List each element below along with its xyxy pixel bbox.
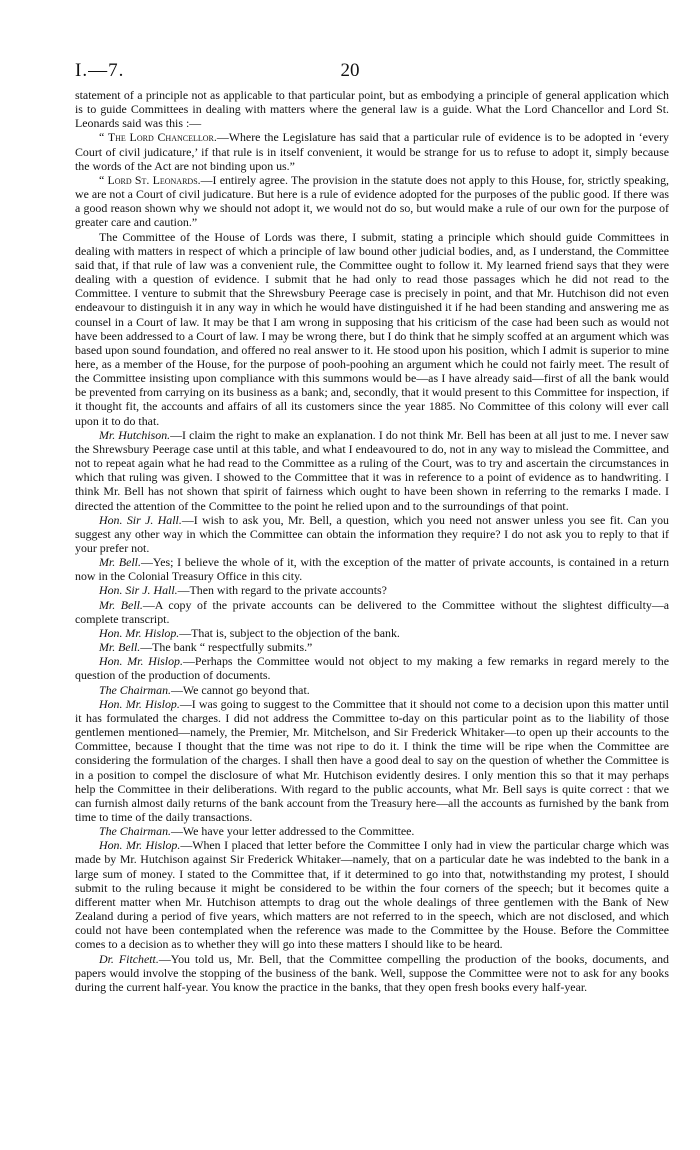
- speaker-name: Mr. Bell.: [99, 555, 141, 570]
- document-body: [75, 88, 669, 994]
- speaker-name: The Chairman.: [99, 824, 172, 839]
- speaker-name: Dr. Fitchett.: [99, 951, 159, 966]
- paragraph: [75, 555, 669, 583]
- speaker-name: Mr. Bell.: [99, 640, 141, 655]
- speaker-name: Hon. Mr. Hislop.: [99, 625, 180, 640]
- paragraph: [75, 513, 669, 555]
- paragraph: [75, 88, 669, 130]
- speaker-name: “ Lord St. Leonards.: [99, 172, 201, 187]
- paragraph-text: statement of a principle not as applicable to that particular point, but as embodying a principle of general application which is to guide Committees in dealing with matters where the general law is a guide. What the Lord Chancellor and Lord St. Leonards said was this :—: [75, 88, 669, 131]
- paragraph: [75, 173, 669, 230]
- paragraph: [75, 583, 669, 597]
- paragraph: [75, 130, 669, 172]
- paragraph-text: —I claim the right to make an explanation. I do not think Mr. Bell has been at all just to me. I never saw the Shrewsbury Peerage case until at this table, and what I endeavoured to do, not in any way to mislead the Committee, and not to repeat again what he had read to the Committee as a ruling of the Court, was to try and ascertain the circumstances in which that ruling was given. I showed to the Committee that it was in reference to a point of evidence as to handwriting. I think Mr. Bell has not shown that spirit of fairness which ought to have been shown in referring to the remarks I made. I directed the attention of the Committee to the point he relied upon and to the surroundings of that point.: [75, 427, 669, 513]
- speaker-name: Hon. Sir J. Hall.: [99, 512, 182, 527]
- paragraph: [75, 428, 669, 513]
- speaker-name: The Chairman.: [99, 682, 172, 697]
- paragraph: [75, 640, 669, 654]
- paragraph-text: —When I placed that letter before the Committee I only had in view the particular charge which was made by Mr. Hutchison against Sir Frederick Whitaker—namely, that on a particular date he was indebted to the bank in a large sum of money. I stated to the Committee that, if it determined to go into that, notwithstanding my protest, I should submit to the ruling because it might be considered to be within the four corners of the speech; but it becomes quite a different matter when Mr. Hutchison attempts to drag out the whole dealings of three gentlemen with the Bank of New Zealand during a period of five years, which matters are not referred to in the speech, which are not disclosed, and which could not have been contemplated when the reference was made to the Committee by the House. Before the Committee comes to a decision as to whether they will go into these matters I should like to be heard.: [75, 838, 669, 952]
- paragraph-text: The Committee of the House of Lords was there, I submit, stating a principle which should guide Committees in dealing with matters in respect of which a principle of law bound other judicial bodies, and, as I understand, the Committee said that, if that rule of law was a convenient rule, the Committee ought to follow it. My learned friend says that they were dealing with a question of evidence. I submit that he had only to read those passages which he did not read to the Committee. I venture to submit that the Shrewsbury Peerage case is precisely in point, and that Mr. Hutchison did not even endeavour to distinguish it in any way in which he would have distinguished it if he had been standing and answering me as counsel in a Court of law. It may be that I am wrong in supposing that his criticism of the case had been such as would not have been addressed to a Court of law. I may be wrong there, but I do think that he simply scoffed at an argument which was based upon sound foundation, and offered no real answer to it. He stood upon his position, which I admit is superior to mine here, as a member of the House, for the purpose of pooh-poohing an argument which he could not fairly meet. The result of the Committee insisting upon compliance with this summons would be—as I have already said—first of all the bank would be prevented from carrying on its business as a bank; and, secondly, that it would present to this Committee for inspection, if it thought fit, the accounts and affairs of all its customers since the year 1885. No Committee of this colony will ever call upon it to do that.: [75, 229, 669, 428]
- speaker-name: Hon. Mr. Hislop.: [99, 838, 181, 853]
- speaker-name: Mr. Hutchison.: [99, 427, 171, 442]
- paragraph-text: —You told us, Mr. Bell, that the Committee compelling the production of the books, documents, and papers would involve the stopping of the business of the bank. Well, suppose the Committee were not to ask for any books during the current half-year. You know the practice in the banks, that they open fresh books every half-year.: [75, 951, 669, 994]
- paragraph-text: —Then with regard to the private accounts?: [177, 583, 387, 598]
- paragraph: [75, 626, 669, 640]
- paragraph-text: —A copy of the private accounts can be delivered to the Committee without the slightest difficulty—a complete transcript.: [75, 597, 670, 626]
- paragraph: [75, 683, 669, 697]
- speaker-name: Hon. Mr. Hislop.: [99, 654, 183, 669]
- paragraph: [75, 230, 669, 428]
- speaker-name: “ The Lord Chancellor.: [99, 130, 217, 145]
- paragraph-text: —I wish to ask you, Mr. Bell, a question, which you need not answer unless you see fit. Can you suggest any other way in which the Committee can obtain the information they require? I do not ask you to reply to that if your prefer not.: [75, 512, 669, 555]
- paragraph-text: —I entirely agree. The provision in the statute does not apply to this House, for, strictly speaking, we are not a Court of civil judicature. But here is a rule of evidence adopted for the purposes of the public good. If there was a good reason shown why we should not adopt it, we would not do so, but would make a rule of our own for the purpose of greater care and caution.”: [75, 172, 670, 230]
- page-number: 20: [340, 60, 360, 81]
- speaker-name: Hon. Mr. Hislop.: [99, 696, 180, 711]
- paragraph: [75, 824, 669, 838]
- paragraph: [75, 952, 669, 994]
- speaker-name: Hon. Sir J. Hall.: [99, 583, 178, 598]
- paragraph-text: —The bank “ respectfully submits.”: [140, 640, 313, 655]
- series-reference: I.—7.: [75, 60, 125, 81]
- paragraph: [75, 838, 669, 951]
- paragraph-text: —We have your letter addressed to the Committee.: [171, 824, 415, 839]
- paragraph: [75, 654, 669, 682]
- paragraph-text: —That is, subject to the objection of the bank.: [179, 625, 400, 640]
- paragraph-text: —Perhaps the Committee would not object to my making a few remarks in regard merely to the question of the production of documents.: [75, 654, 669, 683]
- paragraph-text: —Yes; I believe the whole of it, with the exception of the matter of private accounts, is contained in a return now in the Colonial Treasury Office in this city.: [75, 555, 670, 584]
- paragraph-text: —Where the Legislature has said that a particular rule of evidence is to be adopted in ‘every Court of civil judicature,’ if that rule is in itself convenient, it would be strange for us to refuse to adopt it, simply because the words of the Act are not binding upon us.”: [75, 130, 669, 173]
- paragraph: [75, 697, 669, 824]
- paragraph: [75, 598, 669, 626]
- speaker-name: Mr. Bell.: [99, 597, 143, 612]
- paragraph-text: —We cannot go beyond that.: [171, 682, 310, 697]
- paragraph-text: —I was going to suggest to the Committee that it should not come to a decision upon this matter until it has formulated the charges. I did not address the Committee to-day on this particular point as to the liability of those gentlemen mentioned—namely, the Premier, Mr. Mitchelson, and Sir Frederick Whitaker—to open up their accounts to the Committee, because I thought that the time was not ripe to do it. I think the time will be ripe when the Committee are considering the formulation of the charges. I shall then have a good deal to say on the question of whether the Committee is in a position to compel the disclosure of what Mr. Hutchison evidently desires. I only mention this so that it may perhaps help the Committee in their deliberations. With regard to the public accounts, what Mr. Bell says is quite correct : that we can furnish almost daily returns of the bank account from the Treasury here—all the accounts as furnished by the bank from time to time of the daily transactions.: [75, 696, 669, 824]
